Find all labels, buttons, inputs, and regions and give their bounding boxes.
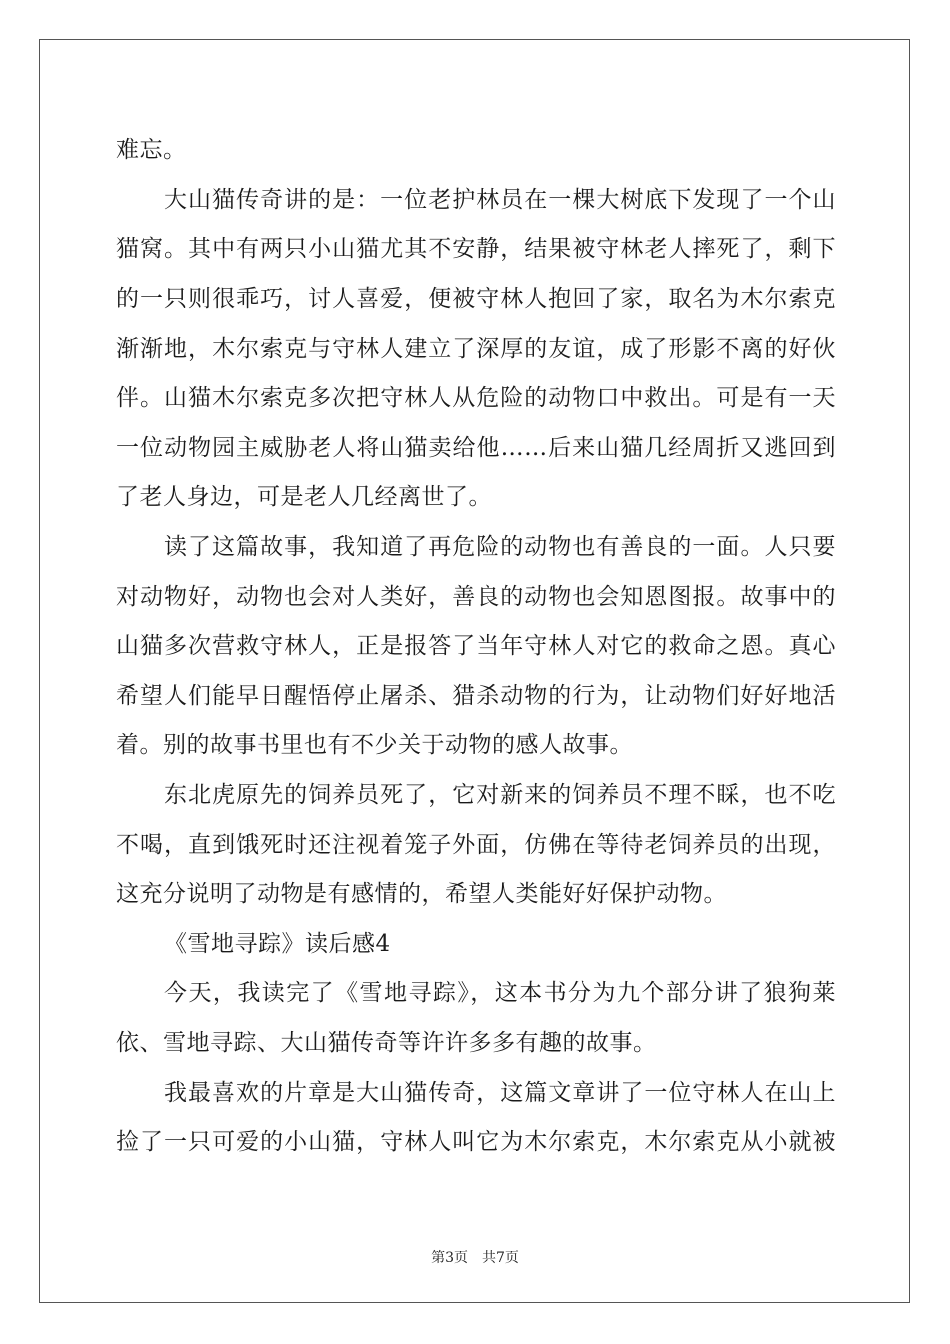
paragraph-first-line: 大山猫传奇讲的是：一位老护林员在一棵大树底下发现了一个山 [164, 187, 836, 213]
text-line: 了老人身边，可是老人几经离世了。 [116, 484, 492, 510]
text-line: 山猫多次营救守林人，正是报答了当年守林人对它的救命之恩。真心 [116, 633, 836, 659]
text-line: 猫窝。其中有两只小山猫尤其不安静，结果被守林老人摔死了，剩下 [116, 236, 836, 262]
text-line: 对动物好，动物也会对人类好，善良的动物也会知恩图报。故事中的 [116, 584, 836, 610]
section-heading: 《雪地寻踪》读后感4 [164, 931, 391, 957]
text-line: 的一只则很乖巧，讨人喜爱，便被守林人抱回了家，取名为木尔索克 [116, 286, 836, 312]
text-line: 不喝，直到饿死时还注视着笼子外面，仿佛在等待老饲养员的出现， [116, 832, 836, 858]
paragraph-first-line: 东北虎原先的饲养员死了，它对新来的饲养员不理不睬，也不吃 [164, 782, 836, 808]
paragraph-first-line: 读了这篇故事，我知道了再危险的动物也有善良的一面。人只要 [164, 534, 836, 560]
page-number-footer: 第3页 共7页 [431, 1250, 519, 1266]
text-line: 伴。山猫木尔索克多次把守林人从危险的动物口中救出。可是有一天 [116, 385, 836, 411]
paragraph-first-line: 今天，我读完了《雪地寻踪》，这本书分为九个部分讲了狼狗莱 [164, 980, 836, 1006]
text-line: 渐渐地，木尔索克与守林人建立了深厚的友谊，成了形影不离的好伙 [116, 336, 836, 362]
text-line: 希望人们能早日醒悟停止屠杀、猎杀动物的行为，让动物们好好地活 [116, 683, 836, 709]
text-line: 难忘。 [116, 137, 187, 163]
page-border [39, 39, 910, 1303]
paragraph-first-line: 我最喜欢的片章是大山猫传奇，这篇文章讲了一位守林人在山上 [164, 1080, 836, 1106]
text-line: 着。别的故事书里也有不少关于动物的感人故事。 [116, 732, 633, 758]
text-line: 这充分说明了动物是有感情的，希望人类能好好保护动物。 [116, 881, 727, 907]
text-line: 捡了一只可爱的小山猫，守林人叫它为木尔索克，木尔索克从小就被 [116, 1129, 836, 1155]
text-line: 一位动物园主威胁老人将山猫卖给他……后来山猫几经周折又逃回到 [116, 435, 836, 461]
text-line: 依、雪地寻踪、大山猫传奇等许许多多有趣的故事。 [116, 1030, 657, 1056]
